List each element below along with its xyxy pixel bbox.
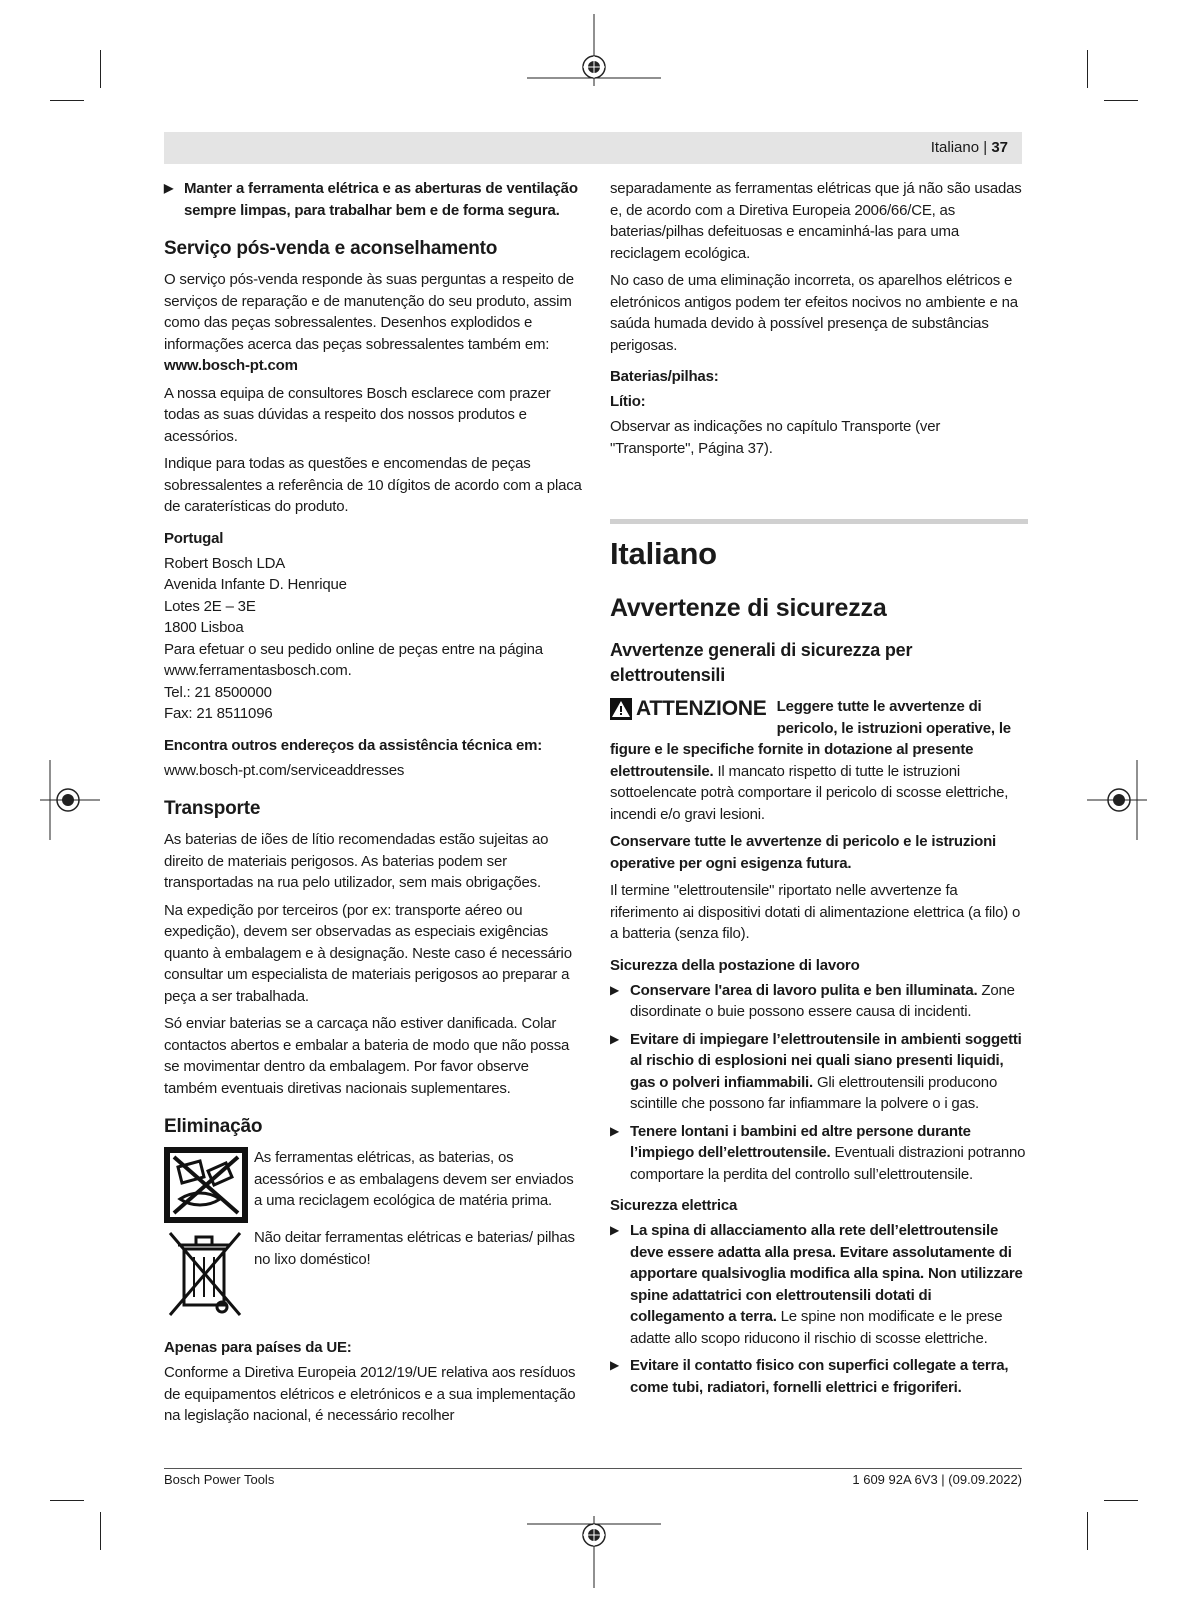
bin-row — [164, 1227, 582, 1319]
bullet-text: Zone disordinate o buie possono essere causa di incidenti. — [630, 981, 1015, 1020]
bullet-item — [610, 980, 1028, 1023]
address-line: Para efetuar o seu pedido online de peças entre na página www.ferramentasbosch.com. — [164, 640, 543, 679]
crop-mark — [1104, 100, 1138, 101]
registration-mark-icon — [527, 10, 661, 90]
warning-block — [610, 696, 1028, 825]
paragraph: As baterias de iões de lítio recomendadas estão sujeitas ao direito de materiais perigosos. As baterias podem ser transportadas na rua pelo utilizador, sem mais obrigações. — [164, 831, 549, 891]
footer-divider — [164, 1468, 1022, 1469]
subheading: Baterias/pilhas: — [610, 368, 719, 385]
crop-mark — [1104, 1500, 1138, 1501]
bullet-bold: Evitare di impiegare l’elettroutensile in ambienti soggetti al rischio di esplosioni nei quali siano presenti liquidi, gas o polveri infiammabili. — [630, 1030, 1022, 1091]
link-service-addresses[interactable]: www.bosch-pt.com/serviceaddresses — [164, 761, 405, 779]
section-heading: Serviço pós-venda e aconselhamento — [164, 238, 498, 259]
warning-bold-text: Leggere tutte le avvertenze di pericolo, le istruzioni operative, le figure e le specifiche fornite in dotazione al presente elettroutensile. — [610, 698, 1011, 780]
address-line: Robert Bosch LDA — [164, 554, 286, 572]
paragraph: Só enviar baterias se a carcaça não estiver danificada. Colar contactos abertos e embalar a bateria de modo que não possa se movimentar dentro da embalagem. Por favor observe também eventuais diretivas nacionais suplementares. — [164, 1015, 570, 1097]
bullet-text: Le spine non modificate e le prese adatte allo scopo riducono il rischio di scosse elettriche. — [630, 1308, 1003, 1347]
subheading: Sicurezza della postazione di lavoro — [610, 956, 860, 974]
footer-left: Bosch Power Tools — [164, 1472, 275, 1487]
section-divider — [610, 519, 1028, 524]
section-heading: Transporte — [164, 798, 261, 819]
warning-label — [610, 696, 767, 722]
crop-mark — [50, 100, 84, 101]
section-heading: Avvertenze generali di sicurezza per elettroutensili — [610, 640, 913, 685]
header-label: Italiano | 37 — [930, 139, 1008, 156]
paragraph: A nossa equipa de consultores Bosch esclarece com prazer todas as suas dúvidas a respeito dos nossos produtos e acessórios. — [164, 384, 551, 445]
bullet-bold: La spina di allacciamento alla rete dell’elettroutensile deve essere adatta alla presa. Evitare assolutamente di apportare qualsivoglia modifica alla spina. Non utilizzare spine adattatrici con elettroutensili dotati di collegamento a terra. — [630, 1222, 1023, 1325]
crop-mark — [50, 1500, 84, 1501]
bullet-bold: Conservare l'area di lavoro pulita e ben illuminata. — [630, 981, 978, 999]
paragraph — [164, 269, 582, 377]
bullet-item — [610, 1220, 1028, 1349]
address-line: Avenida Infante D. Henrique — [164, 576, 347, 593]
page-header — [164, 132, 1022, 164]
address-line: Fax: 21 8511096 — [164, 705, 273, 722]
recycling-text: As ferramentas elétricas, as baterias, os acessórios e as embalagens devem ser enviados a uma reciclagem ecológica de matéria prima. — [254, 1149, 574, 1209]
crop-mark — [100, 1512, 101, 1550]
address-line: Lotes 2E – 3E — [164, 597, 256, 615]
link-bosch[interactable]: www.bosch-pt.com — [164, 357, 298, 374]
paragraph: Conservare tutte le avvertenze di pericolo e le istruzioni operative per ogni esigenza futura. — [610, 833, 997, 872]
bullet-bold: Evitare il contatto fisico con superfici collegate a terra, come tubi, radiatori, fornelli elettrici e frigoriferi. — [630, 1357, 1009, 1396]
crossed-bin-icon — [164, 1227, 248, 1319]
address-line: Tel.: 21 8500000 — [164, 683, 272, 701]
crop-mark — [100, 50, 101, 88]
bullet-item — [610, 1029, 1028, 1115]
page-number: 37 — [991, 139, 1008, 156]
warning-text: Il mancato rispetto di tutte le istruzioni sottoelencate potrà comportare il pericolo di scosse elettriche, incendi e/o gravi lesioni. — [610, 762, 1009, 823]
left-column — [164, 178, 582, 1433]
bullet-item — [610, 1355, 1028, 1398]
bullet-text: Eventuali distrazioni potranno comportare la perdita del controllo sull’elettroutensile. — [630, 1144, 1026, 1183]
warning-label-text: ATTENZIONE — [636, 697, 767, 720]
section-heading: Eliminação — [164, 1116, 263, 1137]
subheading: Sicurezza elettrica — [610, 1197, 738, 1214]
subheading: Encontra outros endereços da assistência técnica em: — [164, 736, 543, 754]
registration-mark-icon — [40, 760, 100, 840]
registration-mark-icon — [1087, 760, 1147, 840]
paragraph-text: O serviço pós-venda responde às suas perguntas a respeito de serviços de reparação e de manutenção do seu produto, assim como das peças sobressalentes. Desenhos explodidos e informações acerca das peças sobressalentes também em: — [164, 271, 574, 353]
subheading: Portugal — [164, 529, 224, 547]
language-title: Italiano — [610, 536, 717, 571]
paragraph: Il termine "elettroutensile" riportato nelle avvertenze fa riferimento ai dispositivi dotati di alimentazione elettrica (a filo) o a batteria (senza filo). — [610, 882, 1021, 942]
paragraph: No caso de uma eliminação incorreta, os aparelhos elétricos e eletrónicos antigos podem ter efeitos nocivos no ambiente e na saúda humada devido à possível presença de substâncias perigosas. — [610, 272, 1018, 354]
warning-triangle-icon — [610, 698, 632, 720]
paragraph: Na expedição por terceiros (por ex: transporte aéreo ou expedição), devem ser observadas as especiais exigências quanto à embalagem e à designação. Neste caso é necessário consultar um especialista de materiais perigosos ao preparar a peça a ser trabalhada. — [164, 901, 572, 1005]
chapter-heading: Avvertenze di sicurezza — [610, 594, 887, 622]
header-section: Italiano — [930, 139, 980, 156]
recycling-row — [164, 1147, 582, 1223]
crop-mark — [1087, 1512, 1088, 1550]
bullet-bold: Tenere lontani i bambini ed altre persone durante l’impiego dell’elettroutensile. — [630, 1122, 971, 1161]
bullet-text: Gli elettroutensili producono scintille che possono far infiammare la polvere o i gas. — [630, 1073, 998, 1112]
subheading: Apenas para países da UE: — [164, 1339, 352, 1356]
recycling-symbol-icon — [164, 1147, 248, 1223]
crop-mark — [1087, 50, 1088, 88]
bin-text: Não deitar ferramentas elétricas e baterias/ pilhas no lixo doméstico! — [254, 1229, 575, 1268]
paragraph: Indique para todas as questões e encomendas de peças sobressalentes a referência de 10 dígitos de acordo com a placa de caraterísticas do produto. — [164, 455, 582, 515]
paragraph: Observar as indicações no capítulo Transporte (ver "Transporte", Página 37). — [610, 418, 941, 457]
bullet-item: ▶ Manter a ferramenta elétrica e as aberturas de ventilação sempre limpas, para trabalhar bem e de forma segura. — [164, 178, 582, 221]
bullet-item — [610, 1121, 1028, 1186]
paragraph: separadamente as ferramentas elétricas que já não são usadas e, de acordo com a Diretiva Europeia 2006/66/CE, as baterias/pilhas defeituosas e encaminhá-las para uma reciclagem ecológica. — [610, 180, 1022, 262]
registration-mark-icon — [527, 1512, 661, 1592]
footer-right: 1 609 92A 6V3 | (09.09.2022) — [852, 1472, 1022, 1487]
subheading: Lítio: — [610, 393, 646, 410]
paragraph: Conforme a Diretiva Europeia 2012/19/UE relativa aos resíduos de equipamentos elétricos e eletrónicos e a sua implementação na legislação nacional, é necessário recolher — [164, 1364, 576, 1424]
right-column — [610, 178, 1028, 1404]
address-line: 1800 Lisboa — [164, 619, 244, 636]
